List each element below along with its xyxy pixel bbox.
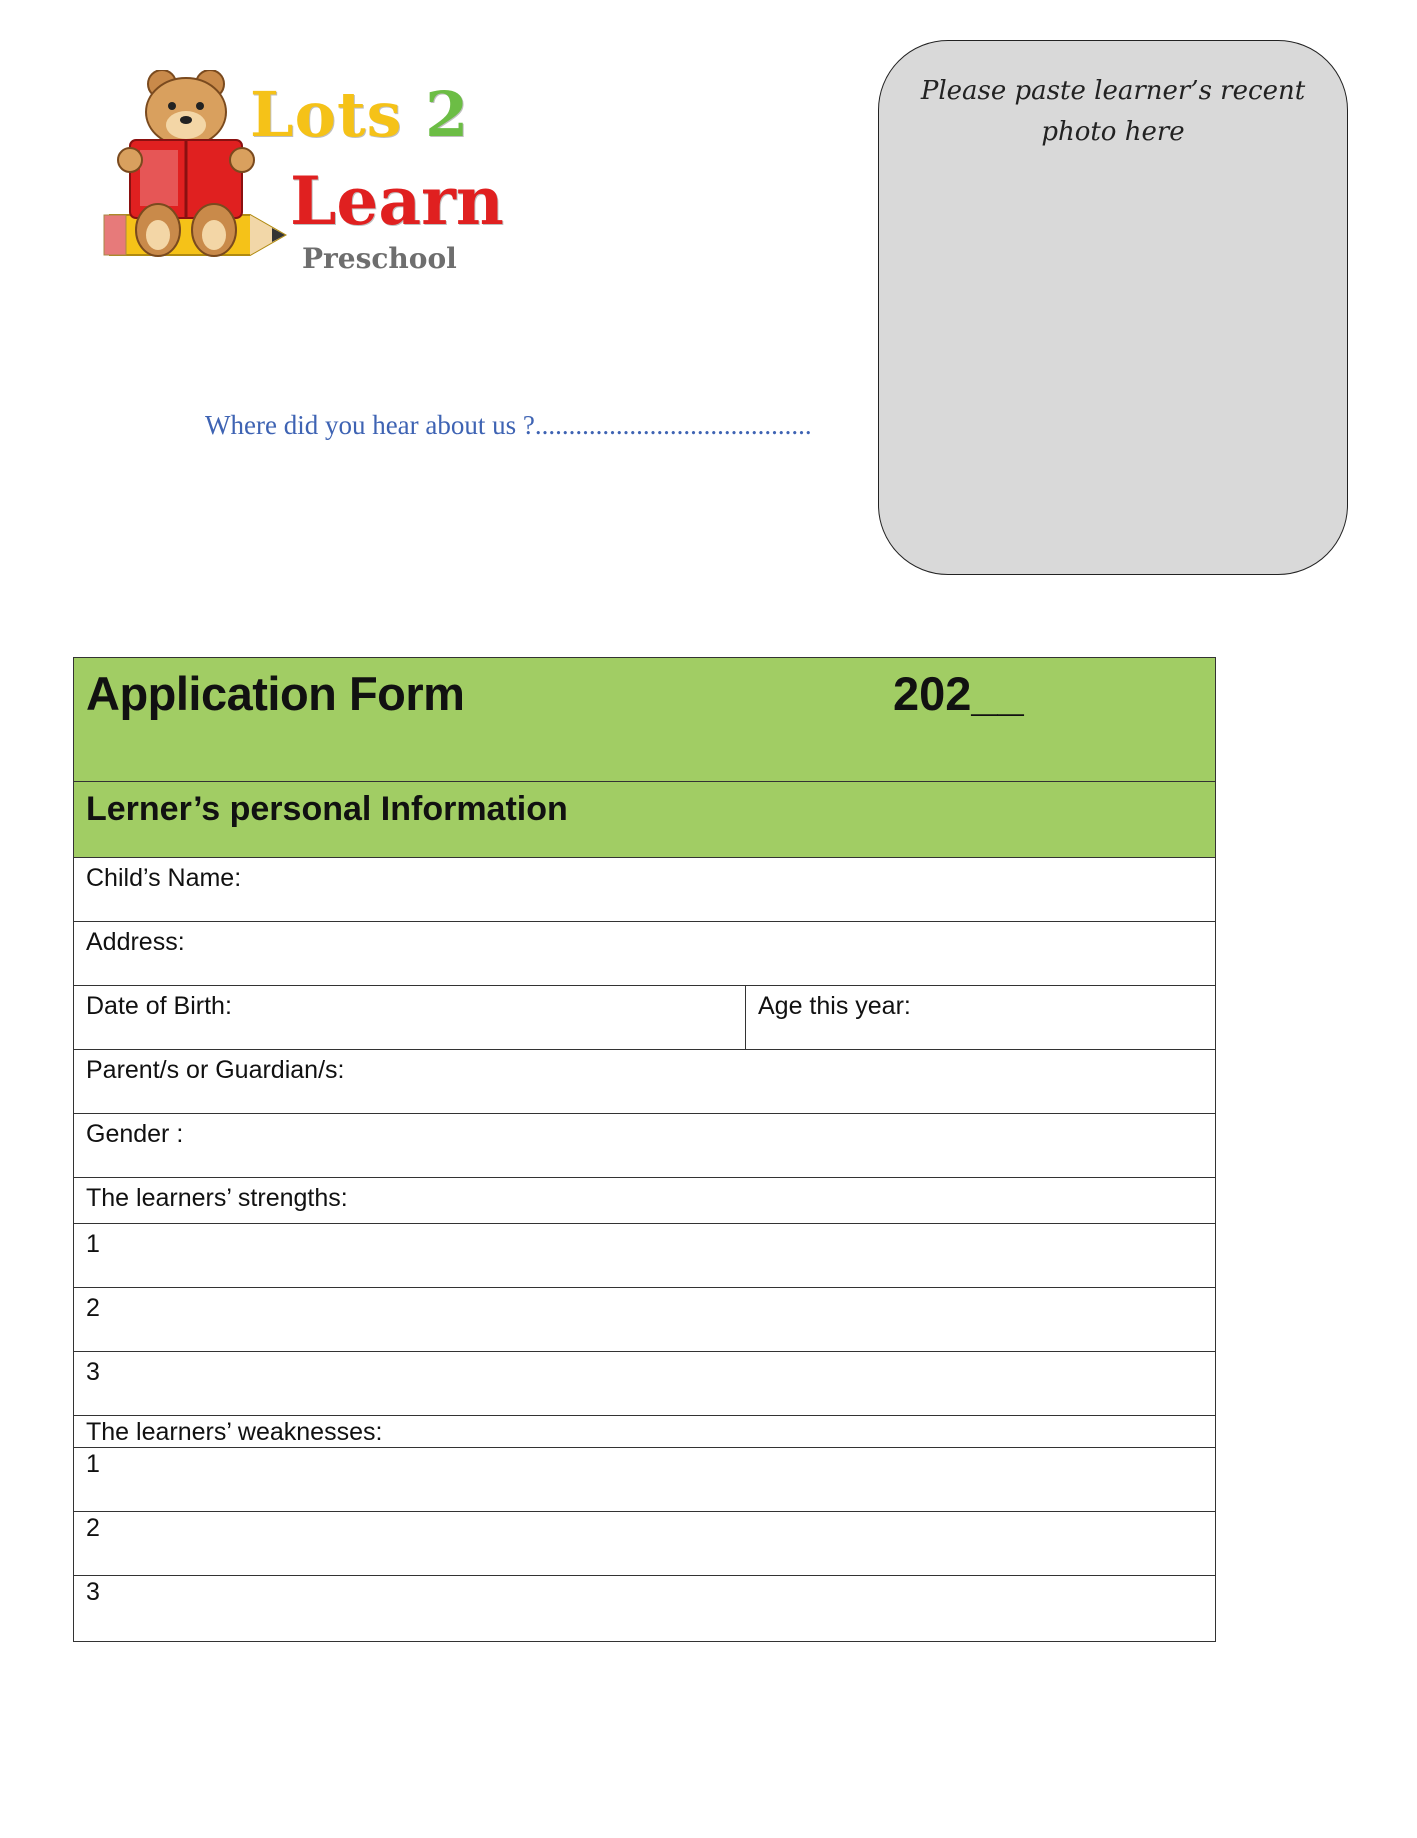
dob-label: Date of Birth: xyxy=(86,992,232,1020)
strength-field-2[interactable] xyxy=(74,1288,1216,1352)
form-year-field[interactable]: 202__ xyxy=(893,667,1024,720)
weakness-row xyxy=(74,1576,1216,1642)
weakness-field-1[interactable] xyxy=(74,1448,1216,1512)
age-label: Age this year: xyxy=(758,992,911,1020)
photo-instruction-line-1: Please paste learner’s recent xyxy=(920,76,1306,106)
strengths-header-row xyxy=(74,1178,1216,1224)
strength-field-3[interactable] xyxy=(74,1352,1216,1416)
weaknesses-header-row xyxy=(74,1416,1216,1448)
strength-number: 2 xyxy=(86,1294,100,1322)
weaknesses-header-cell xyxy=(74,1416,1216,1448)
form-header-row xyxy=(74,658,1216,782)
logo-text-lots xyxy=(250,78,469,151)
strengths-header-cell xyxy=(74,1178,1216,1224)
strength-row xyxy=(74,1288,1216,1352)
section-header-cell xyxy=(74,782,1216,858)
application-form-table xyxy=(73,657,1216,1642)
photo-placeholder-box[interactable] xyxy=(878,40,1348,575)
child-name-label: Child’s Name: xyxy=(86,864,242,892)
logo-word-lots: Lots xyxy=(250,78,403,151)
child-name-field[interactable] xyxy=(74,858,1216,922)
address-row xyxy=(74,922,1216,986)
dob-age-row xyxy=(74,986,1216,1050)
dob-field[interactable] xyxy=(74,986,746,1050)
strength-number: 3 xyxy=(86,1358,100,1386)
weakness-field-3[interactable] xyxy=(74,1576,1216,1642)
hear-about-us-field[interactable]: Where did you hear about us ?......................................... xyxy=(205,410,812,440)
strength-field-1[interactable] xyxy=(74,1224,1216,1288)
weakness-row xyxy=(74,1512,1216,1576)
weakness-row xyxy=(74,1448,1216,1512)
parents-field[interactable] xyxy=(74,1050,1216,1114)
strength-row xyxy=(74,1352,1216,1416)
address-label: Address: xyxy=(86,928,185,956)
weakness-field-2[interactable] xyxy=(74,1512,1216,1576)
child-name-row xyxy=(74,858,1216,922)
weakness-number: 1 xyxy=(86,1450,100,1478)
weaknesses-label: The learners’ weaknesses: xyxy=(86,1418,383,1446)
logo-word-preschool: Preschool xyxy=(302,242,457,275)
strength-number: 1 xyxy=(86,1230,100,1258)
school-logo xyxy=(100,70,520,280)
strength-row xyxy=(74,1224,1216,1288)
gender-label: Gender : xyxy=(86,1120,184,1148)
weakness-number: 2 xyxy=(86,1514,100,1542)
form-title: Application Form xyxy=(86,667,465,720)
gender-row xyxy=(74,1114,1216,1178)
address-field[interactable] xyxy=(74,922,1216,986)
strengths-label: The learners’ strengths: xyxy=(86,1184,348,1212)
logo-word-learn: Learn xyxy=(290,162,504,240)
parents-row xyxy=(74,1050,1216,1114)
logo-word-two: 2 xyxy=(425,78,470,151)
photo-instruction-line-2: photo here xyxy=(1041,117,1185,147)
weakness-number: 3 xyxy=(86,1578,100,1606)
form-header-cell xyxy=(74,658,1216,782)
parents-label: Parent/s or Guardian/s: xyxy=(86,1056,345,1084)
section-title: Lerner’s personal Information xyxy=(86,790,568,828)
section-header-row xyxy=(74,782,1216,858)
age-field[interactable] xyxy=(746,986,1216,1050)
gender-field[interactable] xyxy=(74,1114,1216,1178)
